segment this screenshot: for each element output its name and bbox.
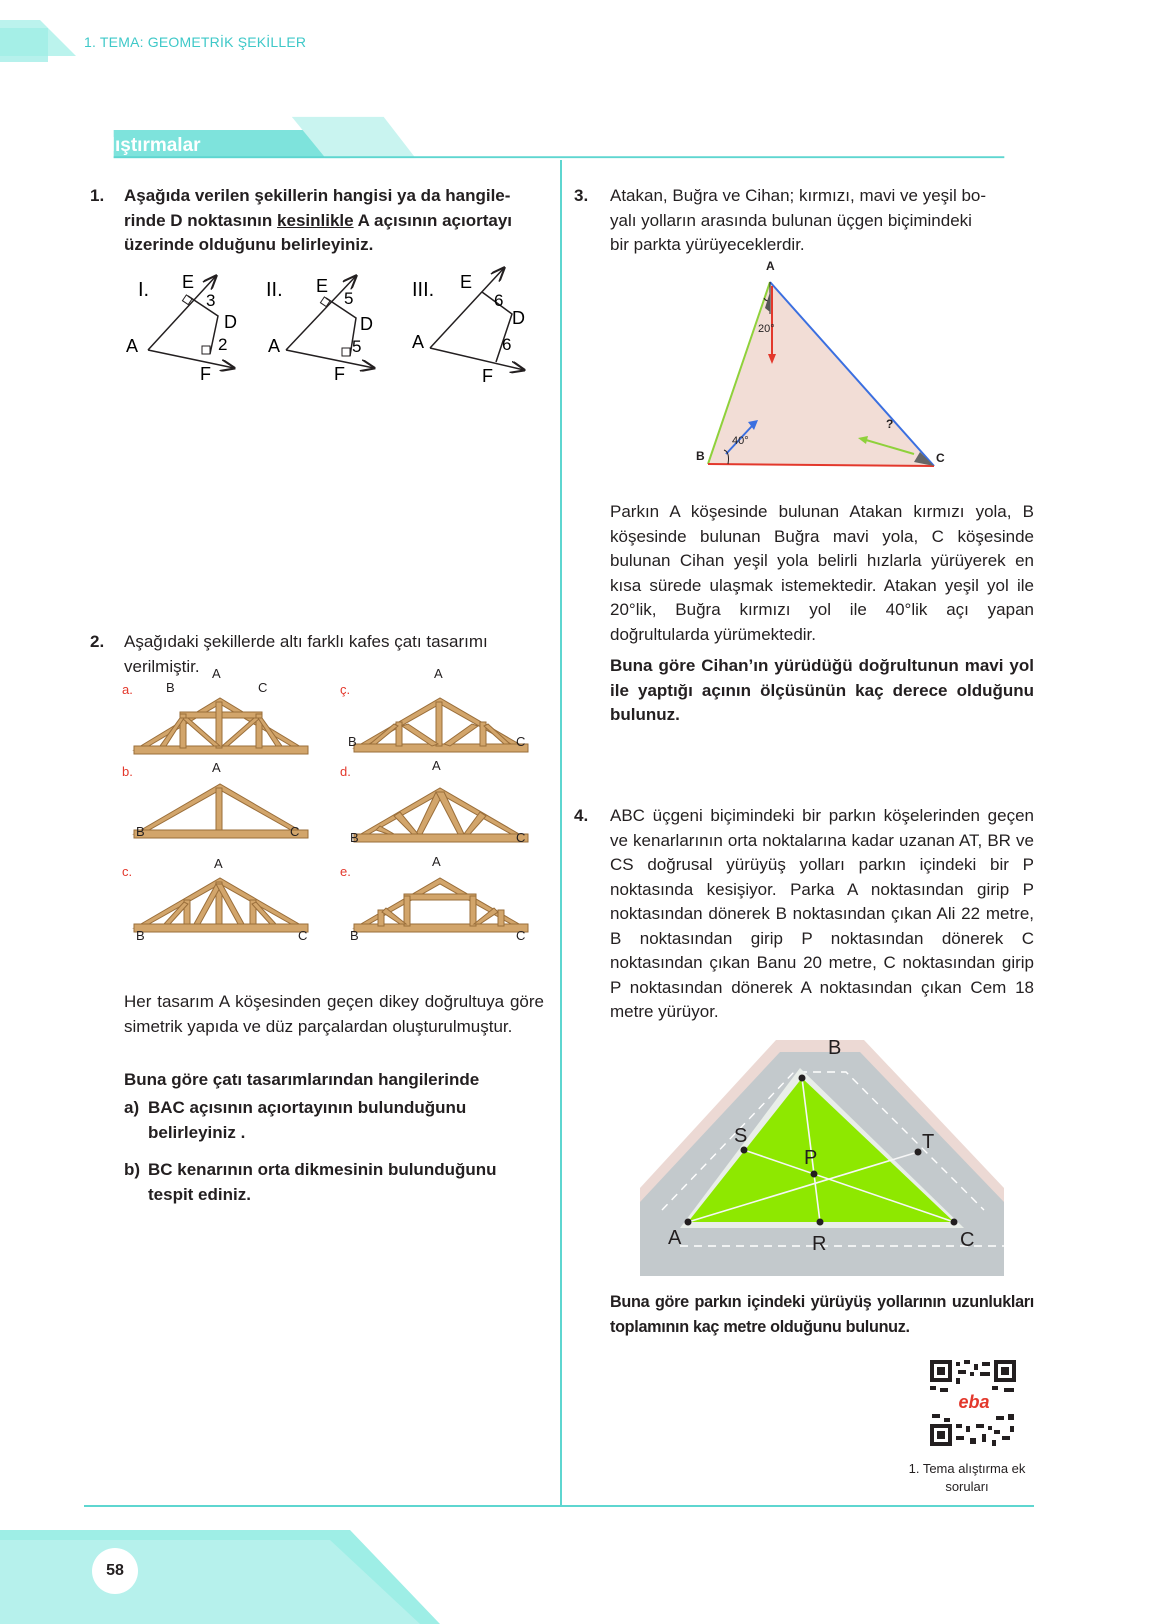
eba-logo: eba <box>958 1392 990 1412</box>
q1-number: 1. <box>90 186 105 205</box>
svg-text:A: A <box>434 666 443 681</box>
svg-text:B: B <box>136 928 145 943</box>
q1-text <box>124 184 544 258</box>
svg-text:B: B <box>348 734 357 749</box>
svg-text:C: C <box>298 928 308 943</box>
svg-text:D: D <box>512 308 525 328</box>
truss-a <box>134 698 308 754</box>
svg-text:F: F <box>482 366 493 386</box>
svg-text:B: B <box>136 824 145 839</box>
figure-1-roman: I. <box>138 279 150 301</box>
q2-line1: Aşağıdaki şekillerde altı farklı kafes çatı tasarımı <box>124 632 488 651</box>
page-number: 58 <box>92 1548 138 1594</box>
svg-text:ç.: ç. <box>340 682 351 697</box>
svg-text:A: A <box>766 259 775 273</box>
svg-text:A: A <box>212 666 221 681</box>
q4-park-figure <box>640 1037 1004 1276</box>
header-theme <box>84 34 306 50</box>
svg-text:E: E <box>316 276 329 296</box>
q3-line1: Atakan, Buğra ve Cihan; kırmızı, mavi ve yeşil bo- <box>610 186 987 205</box>
q1-line3: üzerinde olduğunu belirleyiniz. <box>124 235 374 254</box>
svg-text:F: F <box>334 364 345 384</box>
svg-text:A: A <box>668 1227 682 1249</box>
svg-text:C: C <box>516 734 526 749</box>
q3-question: Buna göre Cihan’ın yürüdüğü doğrultunun mavi yol ile yaptığı açının ölçüsünün kaç derece olduğunu bulunuz. <box>610 656 1034 724</box>
svg-text:40°: 40° <box>732 435 749 447</box>
svg-text:A: A <box>412 332 425 352</box>
q2-question: Buna göre çatı tasarımlarından hangilerinde <box>124 1070 480 1089</box>
svg-text:D: D <box>360 314 373 334</box>
q2-part-b: b) BC kenarının orta dikmesinin bulunduğunu tespit ediniz. <box>124 1160 497 1204</box>
svg-text:d.: d. <box>340 764 351 779</box>
q1-figure-3 <box>412 268 525 386</box>
qr-code[interactable] <box>930 1360 1016 1446</box>
q2-line2: verilmiştir. <box>124 656 200 676</box>
svg-text:R: R <box>812 1233 827 1255</box>
svg-text:6: 6 <box>502 335 512 354</box>
section-title: Alıştırmalar <box>96 135 201 156</box>
svg-text:C: C <box>936 451 945 465</box>
svg-text:A: A <box>214 856 223 871</box>
svg-text:a.: a. <box>122 682 133 697</box>
q1-figures <box>120 272 540 402</box>
svg-text:C: C <box>516 830 526 845</box>
svg-text:E: E <box>182 272 195 292</box>
qr-code-icon <box>930 1360 1016 1446</box>
svg-text:5: 5 <box>344 289 354 308</box>
svg-text:e.: e. <box>340 864 351 879</box>
svg-text:B: B <box>350 928 359 943</box>
q4-para: ABC üçgeni biçimindeki bir parkın köşelerinden geçen ve kenarlarının orta noktalarına kadar uzanan AT, BR ve CS doğrusal yürüyüş yolları parkın içindeki bir P noktasında kesişiyor. Parka A noktasından girip P noktasından dönerek B noktasından çıkan Ali 22 metre, B noktasından girip P noktasından dönerek C noktasından çıkan Banu 20 metre, C noktasından girip P noktasından dönerek A noktasından çıkan Cem 18 metre yürüyor. <box>610 806 1034 1021</box>
svg-text:C: C <box>258 680 268 695</box>
truss-b <box>134 784 308 838</box>
svg-text:F: F <box>200 364 211 384</box>
svg-text:B: B <box>828 1037 842 1059</box>
truss-d <box>354 788 528 842</box>
theme-prefix: 1. TEMA: <box>84 34 144 50</box>
q1-emphasis: kesinlikle <box>277 210 354 230</box>
svg-text:III.: III. <box>412 279 435 301</box>
svg-text:A: A <box>268 336 281 356</box>
q1-line1: Aşağıda verilen şekillerin hangisi ya da hangile- <box>124 186 511 205</box>
svg-text:3: 3 <box>206 291 216 310</box>
svg-text:P: P <box>804 1147 818 1169</box>
svg-text:A: A <box>212 760 221 775</box>
q2-para: Her tasarım A köşesinden geçen dikey doğrultuya göre simetrik yapıda ve düz parçalardan oluşturulmuştur. <box>124 992 544 1036</box>
q3-line2: yalı yolların arasında bulunan üçgen biçimindeki <box>610 210 972 230</box>
svg-text:5: 5 <box>352 337 362 356</box>
bottom-rule <box>84 1505 1034 1507</box>
svg-text:A: A <box>432 854 441 869</box>
q2-text <box>124 630 544 679</box>
svg-text:?: ? <box>886 417 894 431</box>
svg-text:c.: c. <box>122 864 133 879</box>
svg-text:C: C <box>290 824 300 839</box>
svg-text:E: E <box>460 272 473 292</box>
svg-text:T: T <box>922 1131 935 1153</box>
q3-text <box>610 184 1034 258</box>
section-bar <box>84 130 1034 160</box>
qr-caption: 1. Tema alıştırma ek soruları <box>908 1461 1026 1494</box>
svg-text:S: S <box>734 1125 748 1147</box>
truss-c <box>134 878 308 932</box>
truss-e <box>354 878 528 932</box>
svg-text:6: 6 <box>494 291 504 310</box>
svg-text:20°: 20° <box>758 323 775 335</box>
svg-text:A: A <box>126 336 139 356</box>
svg-text:B: B <box>166 680 175 695</box>
q3-para: Parkın A köşesinde bulunan Atakan kırmızı yola, B köşesinde bulunan Buğra mavi yola, C köşesinde bulunan Cihan yeşil yola belirli hızlarla yürüyerek en kısa sürede ulaşmak istemektedir. Atakan yeşil yol ile 20°lik, Buğra kırmızı yol ile 40°lik açı yapan doğrultularda yürümektedir. <box>610 502 1034 644</box>
q4-number: 4. <box>574 806 589 825</box>
q3-number: 3. <box>574 186 589 205</box>
q1-line2: rinde D noktasının kesinlikle A açısının açıortayı <box>124 210 513 230</box>
svg-text:b.: b. <box>122 764 133 779</box>
truss-cedilla <box>354 698 528 752</box>
q3-park-triangle <box>690 259 950 484</box>
q3-line3: bir parkta yürüyeceklerdir. <box>610 235 805 254</box>
q2-number: 2. <box>90 632 105 651</box>
theme-title: GEOMETRİK ŞEKİLLER <box>147 34 307 50</box>
svg-text:B: B <box>696 449 705 463</box>
svg-text:C: C <box>516 928 526 943</box>
svg-text:D: D <box>224 312 237 332</box>
q2-part-a: a) BAC açısının açıortayının bulunduğunu belirleyiniz . <box>124 1098 467 1142</box>
q1-figure-2 <box>266 276 374 384</box>
svg-text:2: 2 <box>218 335 228 354</box>
column-divider <box>560 160 562 1507</box>
svg-text:A: A <box>432 758 441 773</box>
q1-figure-1 <box>126 272 237 384</box>
q4-question: Buna göre parkın içindeki yürüyüş yollarının uzunlukları toplamının kaç metre olduğunu bulunuz. <box>610 1293 1034 1336</box>
svg-text:II.: II. <box>266 279 283 301</box>
svg-text:B: B <box>350 830 359 845</box>
svg-text:C: C <box>960 1229 975 1251</box>
footer-band <box>0 1530 540 1624</box>
